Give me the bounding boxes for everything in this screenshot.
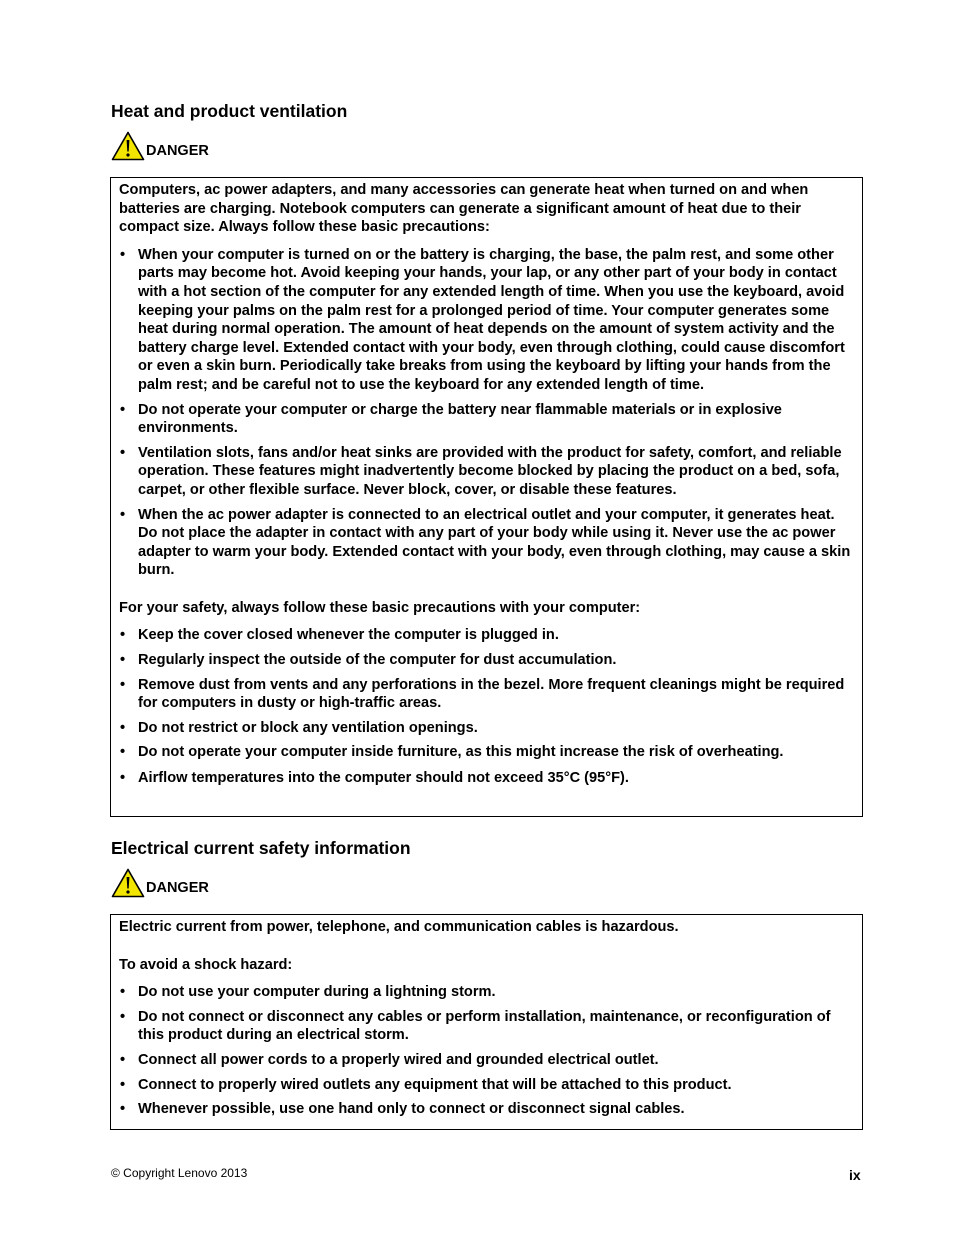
warning-triangle-icon <box>111 131 145 161</box>
list-item: • Ventilation slots, fans and/or heat sinks are provided with the product for safety, comfort, and reliable operation. These features might inadvertently become blocked by placing the product on a bed, sofa, carpet, or other flexible surface. Never block, cover, or disable these features. <box>119 444 854 500</box>
danger-notice-heat <box>111 127 209 161</box>
list-item: • Do not connect or disconnect any cables or perform installation, maintenance, or reconfiguration of this product during an electrical storm. <box>119 1008 854 1045</box>
list-item: • Remove dust from vents and any perforations in the bezel. More frequent cleanings might be required for computers in dusty or high-traffic areas. <box>119 676 854 713</box>
precautions-intro: For your safety, always follow these basic precautions with your computer: <box>119 599 641 616</box>
danger-notice-electrical <box>111 864 209 898</box>
danger-box-electrical <box>110 914 863 1130</box>
list-item: • When your computer is turned on or the battery is charging, the base, the palm rest, and some other parts may become hot. Avoid keeping your hands, your lap, or any other part of your body in contact with a hot section of the computer for any extended length of time. When you use the keyboard, avoid keeping your palms on the palm rest for a prolonged period of time. Your computer generates some heat during normal operation. The amount of heat depends on the amount of system activity and the battery charge level. Extended contact with your body, even through clothing, could cause discomfort or even a skin burn. Periodically take breaks from using the keyboard by lifting your hands from the palm rest; and be careful not to use the keyboard for any extended length of time. <box>119 246 854 395</box>
computer-precautions-list <box>119 626 854 787</box>
list-item: • Airflow temperatures into the computer should not exceed 35°C (95°F). <box>119 769 854 788</box>
danger-label: DANGER <box>146 143 209 159</box>
precautions-list <box>119 246 854 580</box>
page-number: ix <box>849 1167 861 1183</box>
list-item: • Connect all power cords to a properly wired and grounded electrical outlet. <box>119 1051 854 1070</box>
list-item: • Connect to properly wired outlets any equipment that will be attached to this product. <box>119 1076 854 1095</box>
section-title-heat: Heat and product ventilation <box>111 101 348 121</box>
list-item: • When the ac power adapter is connected to an electrical outlet and your computer, it generates heat. Do not place the adapter in contact with any part of your body while using it. Never use the ac power adapter to warm your body. Extended contact with your body, even through clothing, may cause a skin burn. <box>119 506 854 580</box>
danger-intro: Electric current from power, telephone, and communication cables is hazardous. <box>119 919 679 935</box>
warning-triangle-icon <box>111 868 145 898</box>
danger-intro: Computers, ac power adapters, and many accessories can generate heat when turned on and when batteries are charging. Notebook computers can generate a significant amount of heat due to their compact size. Always follow these basic precautions: <box>119 182 809 236</box>
list-item: • Keep the cover closed whenever the computer is plugged in. <box>119 626 854 645</box>
list-item: • Whenever possible, use one hand only to connect or disconnect signal cables. <box>119 1100 854 1119</box>
danger-label: DANGER <box>146 880 209 896</box>
section-title-electrical: Electrical current safety information <box>111 838 411 858</box>
shock-precautions-list <box>119 983 854 1119</box>
list-item: • Do not restrict or block any ventilation openings. <box>119 719 854 738</box>
copyright-notice: © Copyright Lenovo 2013 <box>111 1166 248 1180</box>
danger-box-heat <box>110 177 863 817</box>
list-item: • Do not operate your computer inside furniture, as this might increase the risk of overheating. <box>119 743 854 762</box>
shock-hazard-intro: To avoid a shock hazard: <box>119 956 293 973</box>
list-item: • Do not operate your computer or charge the battery near flammable materials or in explosive environments. <box>119 401 854 438</box>
list-item: • Regularly inspect the outside of the computer for dust accumulation. <box>119 651 854 670</box>
list-item: • Do not use your computer during a lightning storm. <box>119 983 854 1002</box>
